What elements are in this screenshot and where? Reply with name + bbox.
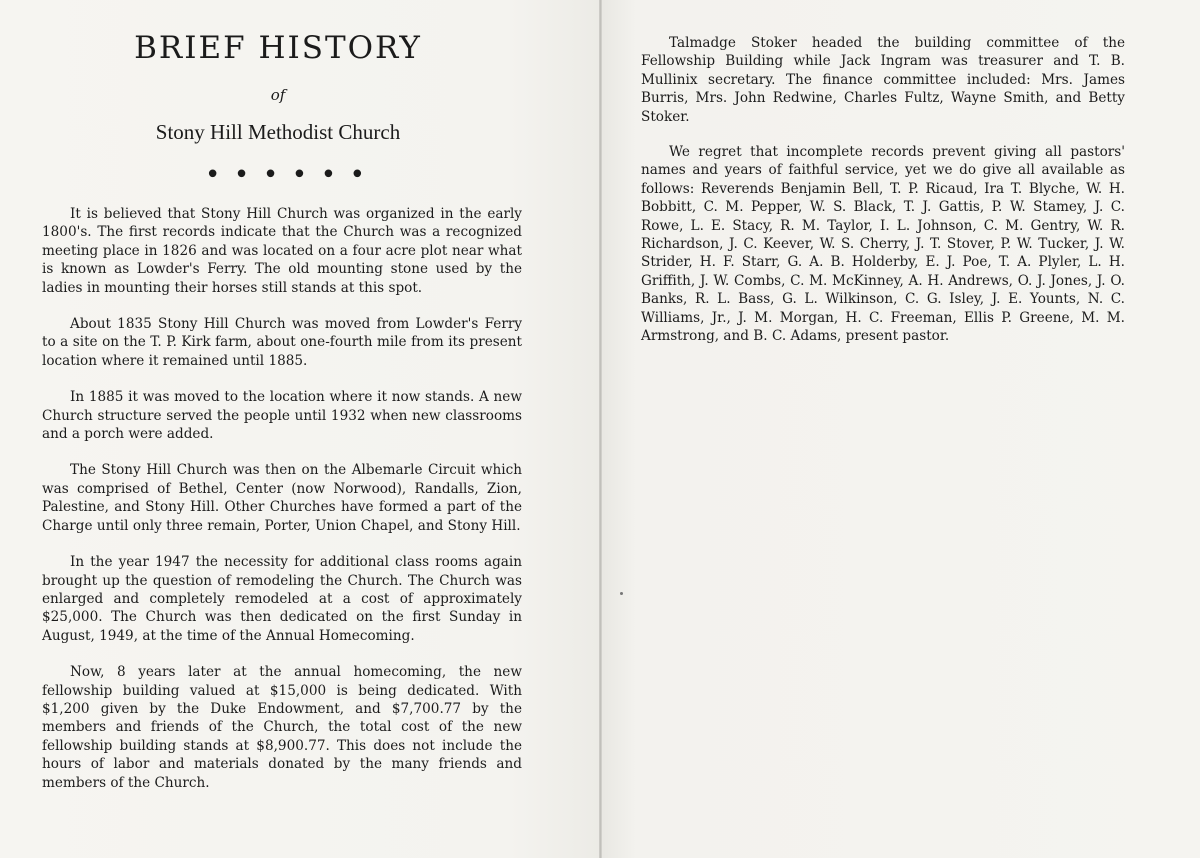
paragraph-pastors-list: We regret that incomplete records prevent giving all pastors' names and years of faithful service, yet we do give all available as follows: Reverends Benjamin Bell, T. P. Ricaud, Ira T. Blyche, W. H. Bobbitt, C. M. Pepper, W. S. Black, T. J. Gattis, P. W. Stamey, J. C. Rowe, L. E. Stacy, R. M. Taylor, I. L. Johnson, C. M. Gentry, W. R. Richardson, J. C. Keever, W. S. Cherry, J. T. Stover, P. W. Tucker, J. W. Strider, H. F. Starr, G. A. B. Holderby, E. J. Poe, T. A. Plyler, L. H. Griffith, J. W. Combs, C. M. McKinney, A. H. Andrews, O. J. Jones, J. O. Banks, R. L. Bass, G. L. Wilkinson, C. G. Isley, J. E. Younts, N. C. Williams, Jr., J. M. Morgan, H. C. Freeman, Ellis P. Greene, M. M. Armstrong, and B. C. Adams, present pastor.	[641, 144, 1125, 345]
page-title: BRIEF HISTORY	[134, 30, 422, 66]
ornamental-separator	[205, 162, 365, 188]
paragraph-1835-move: About 1835 Stony Hill Church was moved from Lowder's Ferry to a site on the T. P. Kirk farm, about one-fourth mile from its present location where it remained until 1885.	[42, 316, 522, 369]
paragraph-1947-remodel: In the year 1947 the necessity for additional class rooms again brought up the question of remodeling the Church. The Church was enlarged and completely remodeled at a cost of approximately $25,000. The Church was then dedicated on the first Sunday in August, 1949, at the time of the Annual Homecoming.	[42, 554, 522, 644]
title-connector: of	[270, 86, 286, 104]
separator-dot: •	[205, 160, 221, 190]
paragraph-1885-move: In 1885 it was moved to the location where it now stands. A new Church structure served the people until 1932 when new classrooms and a porch were added.	[42, 389, 522, 443]
paper-speck	[620, 592, 623, 595]
paragraph-committees: Talmadge Stoker headed the building committee of the Fellowship Building while Jack Ingram was treasurer and T. B. Mullinix secretary. The finance committee included: Mrs. James Burris, Mrs. John Redwine, Charles Fultz, Wayne Smith, and Betty Stoker.	[641, 35, 1125, 125]
church-name: Stony Hill Methodist Church	[155, 120, 401, 144]
binding-gutter	[599, 0, 602, 858]
right-page	[600, 0, 1200, 858]
separator-dot: •	[291, 160, 308, 190]
paragraph-fellowship-building: Now, 8 years later at the annual homecoming, the new fellowship building valued at $15,000 is being dedicated. With $1,200 given by the Duke Endowment, and $7,700.77 by the members and friends of the Church, the total cost of the new fellowship building stands at $8,900.77. This does not include the hours of labor and materials donated by the many friends and members of the Church.	[42, 664, 522, 791]
paragraph-origins: It is believed that Stony Hill Church was organized in the early 1800's. The first records indicate that the Church was a recognized meeting place in 1826 and was located on a four acre plot near what is known as Lowder's Ferry. The old mounting stone used by the ladies in mounting their horses still stands at this spot.	[42, 206, 522, 296]
paragraph-circuit: The Stony Hill Church was then on the Albemarle Circuit which was comprised of Bethel, Center (now Norwood), Randalls, Zion, Palestine, and Stony Hill. Other Churches have formed a part of the Charge until only three remain, Porter, Union Chapel, and Stony Hill.	[42, 462, 522, 534]
history-body	[42, 205, 522, 810]
separator-dot: •	[233, 160, 250, 190]
history-continued	[641, 34, 1125, 363]
separator-dot: •	[320, 160, 337, 190]
separator-dot: •	[349, 160, 365, 190]
separator-dot: •	[262, 160, 279, 190]
